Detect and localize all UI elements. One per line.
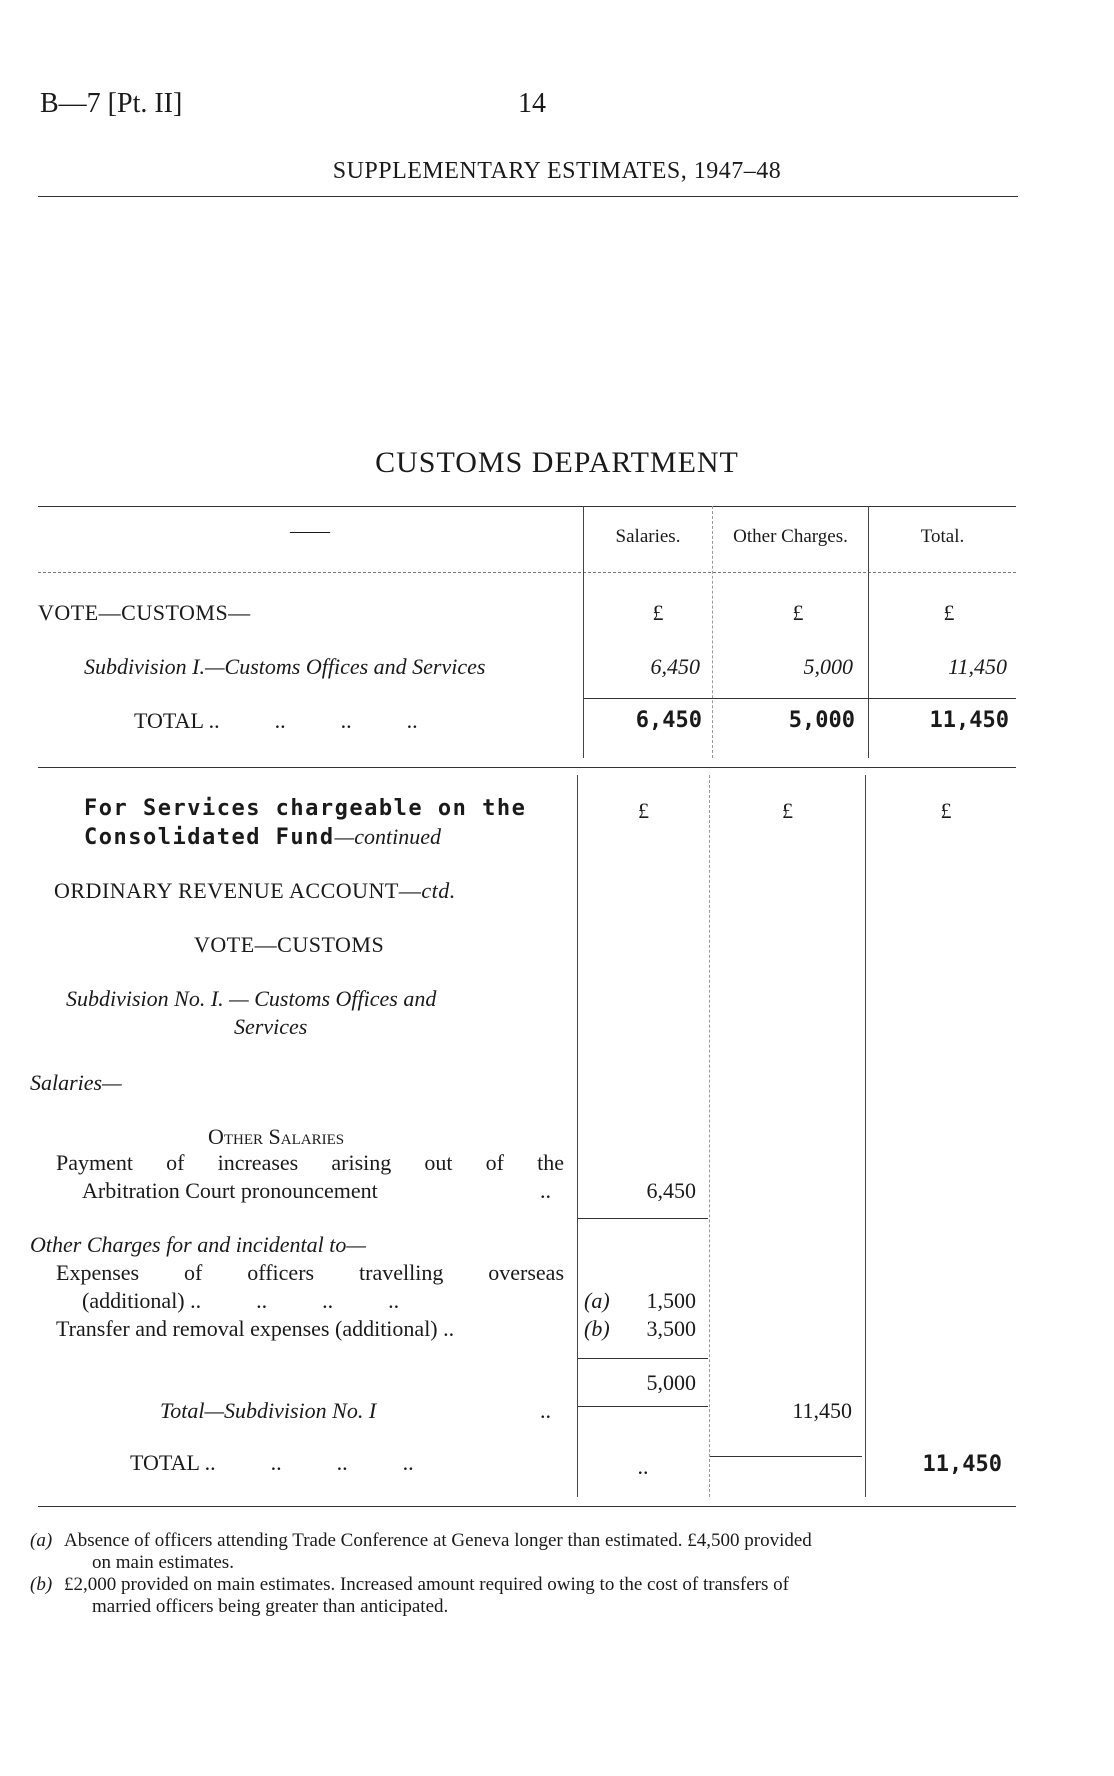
- detail-currency-other-charges: £: [782, 798, 793, 823]
- detail-subdivision-line2: Services: [234, 1014, 308, 1039]
- account-heading: [54, 878, 456, 904]
- total-subdivision-dots: ..: [540, 1398, 551, 1423]
- blank-column-header: ——: [290, 520, 330, 542]
- payment-line2: Arbitration Court pronouncement: [82, 1178, 378, 1203]
- detail-bottom-rule: [38, 1506, 1016, 1507]
- currency-salaries: £: [652, 600, 664, 625]
- summary-bottom-rule: [38, 767, 1016, 768]
- page-subtitle: SUPPLEMENTARY ESTIMATES, 1947–48: [332, 158, 782, 184]
- footnote-b: [30, 1574, 1020, 1618]
- grand-total-rule: [710, 1456, 862, 1457]
- summary-total-salaries: 6,450: [635, 708, 702, 733]
- salaries-heading: Salaries—: [30, 1070, 122, 1095]
- services-heading-line1: For Services chargeable on the: [84, 796, 527, 821]
- currency-other-charges: £: [792, 600, 804, 625]
- footnote-b-line1: £2,000 provided on main estimates. Increased amount required owing to the cost of transfers of: [64, 1574, 789, 1595]
- expenses-line1: Expenses of officers travelling overseas: [56, 1260, 564, 1285]
- summary-total-total: 11,450: [929, 708, 1009, 733]
- total-subdivision-rule: [578, 1406, 708, 1407]
- footnote-a-line2: on main estimates.: [92, 1552, 234, 1573]
- subdivision-label: Subdivision I.—Customs Offices and Services: [84, 654, 486, 679]
- expenses-footnote-mark: (a): [584, 1288, 610, 1313]
- transfer-line: Transfer and removal expenses (additional) ..: [56, 1316, 455, 1341]
- subdivision-other-charges: 5,000: [803, 654, 853, 679]
- payment-line1: Payment of increases arising out of the: [56, 1150, 564, 1175]
- other-salaries-heading: Other Salaries: [208, 1124, 345, 1149]
- transfer-footnote-mark: (b): [584, 1316, 610, 1341]
- summary-total-other-charges: 5,000: [788, 708, 855, 733]
- payment-value: 6,450: [646, 1178, 696, 1203]
- currency-total: £: [943, 600, 955, 625]
- detail-col-divider-2: [709, 775, 710, 1497]
- detail-subdivision-line1: Subdivision No. I. — Customs Offices and: [66, 986, 437, 1011]
- other-charges-heading: Other Charges for and incidental to—: [30, 1232, 366, 1257]
- grand-total-value: 11,450: [922, 1452, 1002, 1477]
- department-title: CUSTOMS DEPARTMENT: [375, 446, 739, 479]
- subdivision-salaries: 6,450: [650, 654, 700, 679]
- header-rule: [38, 196, 1018, 197]
- salaries-subtotal-rule: [578, 1218, 708, 1219]
- account-main-text: ORDINARY REVENUE ACCOUNT—: [54, 878, 422, 903]
- detail-col-divider-3: [865, 775, 866, 1497]
- footnote-a-line1: Absence of officers attending Trade Conference at Geneva longer than estimated. £4,500 provided: [64, 1530, 812, 1551]
- grand-total-salaries: ..: [637, 1454, 649, 1479]
- summary-top-rule: [38, 506, 1016, 507]
- vote-customs-label: VOTE—CUSTOMS—: [38, 600, 251, 625]
- transfer-value: 3,500: [646, 1316, 696, 1341]
- other-charges-subtotal: 5,000: [646, 1370, 696, 1395]
- other-charges-column-header: Other Charges.: [733, 526, 848, 547]
- consolidated-fund-text: Consolidated Fund: [84, 825, 335, 850]
- footnote-b-line2: married officers being greater than anticipated.: [92, 1596, 449, 1617]
- page-number: 14: [518, 88, 546, 119]
- total-subdivision-label: Total—Subdivision No. I: [160, 1398, 377, 1423]
- footnote-a: [30, 1530, 1020, 1574]
- summary-total-rule: [584, 698, 1016, 699]
- footnote-a-mark: (a): [30, 1530, 53, 1551]
- payment-dots: ..: [540, 1178, 551, 1203]
- continued-text: —continued: [334, 824, 441, 849]
- services-heading-line2: [84, 824, 441, 850]
- detail-vote-label: VOTE—CUSTOMS: [194, 932, 385, 957]
- summary-header-rule: [38, 572, 1016, 573]
- detail-currency-total: £: [940, 798, 952, 823]
- grand-total-label: TOTAL .. .. .. ..: [130, 1450, 414, 1475]
- detail-currency-salaries: £: [638, 798, 649, 823]
- footnote-b-mark: (b): [30, 1574, 53, 1595]
- summary-total-label: TOTAL .. .. .. ..: [134, 708, 418, 733]
- expenses-line2: (additional) .. .. .. ..: [82, 1288, 400, 1313]
- other-charges-subtotal-rule: [578, 1358, 708, 1359]
- salaries-column-header: Salaries.: [615, 526, 681, 547]
- expenses-value: 1,500: [646, 1288, 696, 1313]
- total-subdivision-value: 11,450: [792, 1398, 852, 1423]
- account-ctd-text: ctd.: [421, 878, 456, 903]
- subdivision-total: 11,450: [948, 654, 1007, 679]
- page-ref: B—7 [Pt. II]: [40, 88, 183, 119]
- total-column-header: Total.: [920, 526, 965, 547]
